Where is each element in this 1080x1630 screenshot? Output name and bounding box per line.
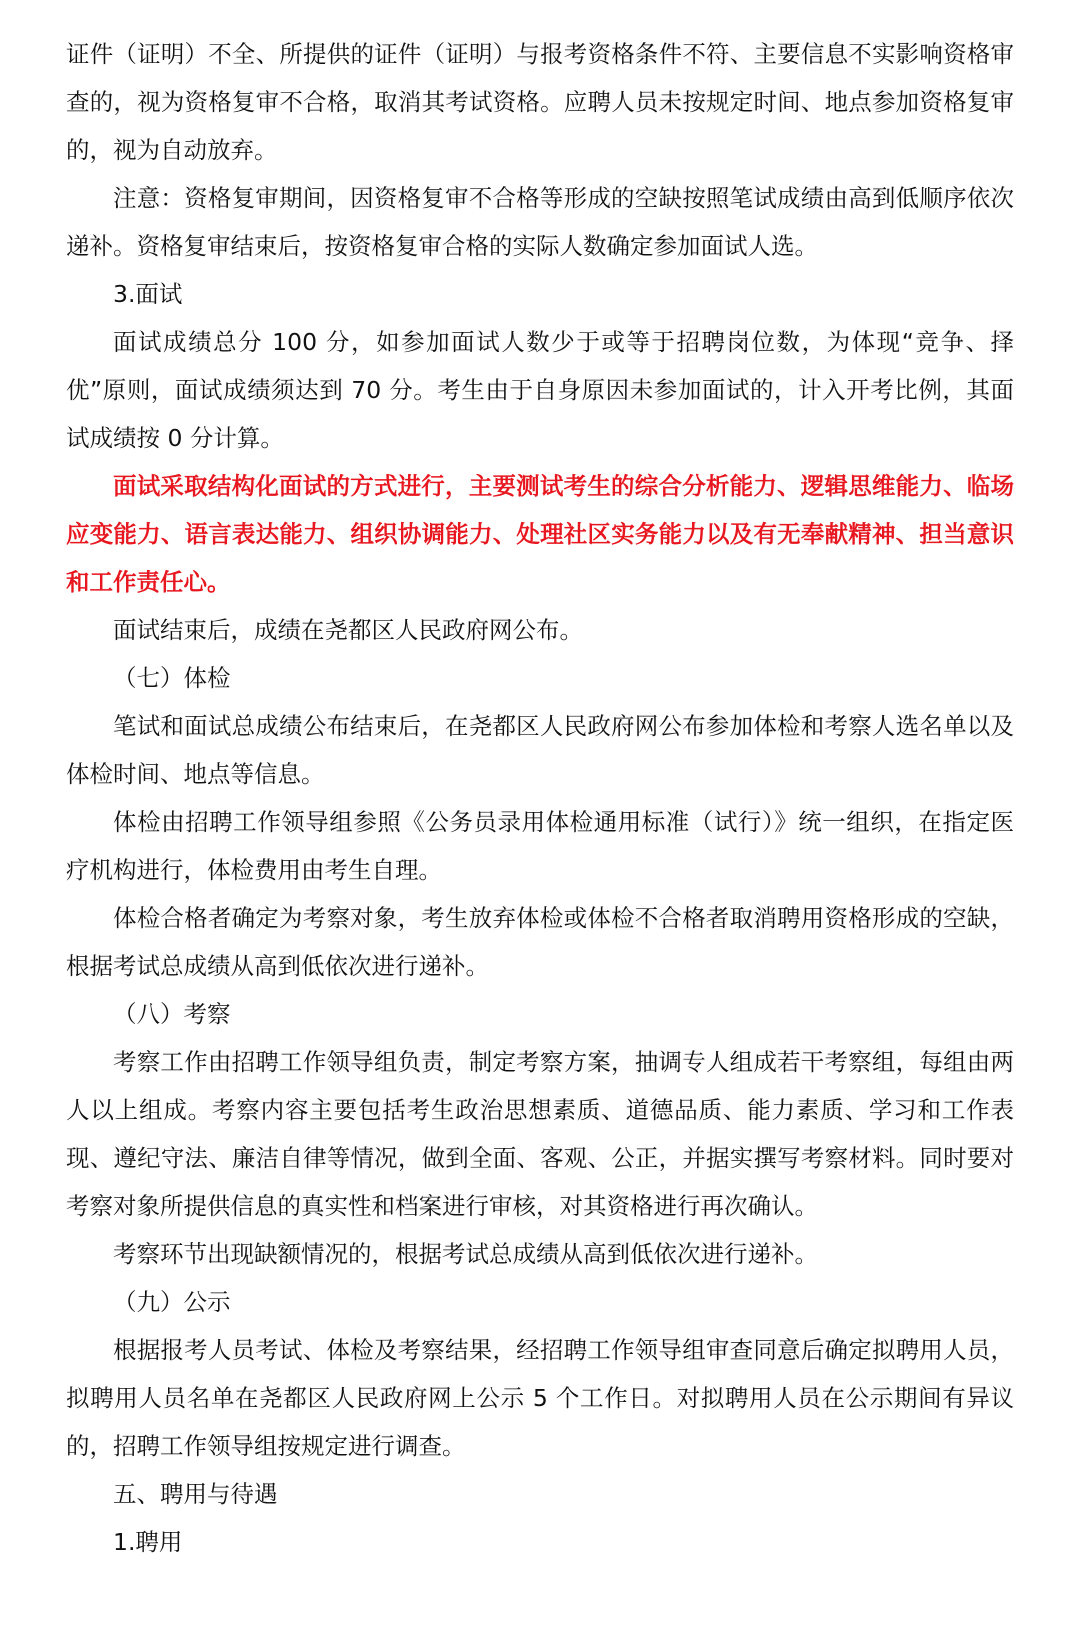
paragraph-review-disqualification: 证件（证明）不全、所提供的证件（证明）与报考资格条件不符、主要信息不实影响资格审查的，视为资格复审不合格，取消其考试资格。应聘人员未按规定时间、地点参加资格复审的，视为自动放弃。 xyxy=(66,40,1014,164)
heading-investigation: （八）考察 xyxy=(113,1000,231,1028)
paragraph-investigation-process: 考察工作由招聘工作领导组负责，制定考察方案，抽调专人组成若干考察组，每组由两人以上组成。考察内容主要包括考生政治思想素质、道德品质、能力素质、学习和工作表现、遵纪守法、廉洁自律等情况，做到全面、客观、公正，并据实撰写考察材料。同时要对考察对象所提供信息的真实性和档案进行审核，对其资格进行再次确认。 xyxy=(66,1048,1014,1220)
paragraph-physical-exam-result: 体检合格者确定为考察对象，考生放弃体检或体检不合格者取消聘用资格形成的空缺，根据考试总成绩从高到低依次进行递补。 xyxy=(66,904,1014,980)
paragraph-interview-format-highlight: 面试采取结构化面试的方式进行，主要测试考生的综合分析能力、逻辑思维能力、临场应变能力、语言表达能力、组织协调能力、处理社区实务能力以及有无奉献精神、担当意识和工作责任心。 xyxy=(66,472,1014,596)
heading-interview: 3.面试 xyxy=(113,280,183,308)
document-page xyxy=(66,30,1014,1566)
paragraph-investigation-vacancy: 考察环节出现缺额情况的，根据考试总成绩从高到低依次进行递补。 xyxy=(113,1240,818,1268)
paragraph-interview-results: 面试结束后，成绩在尧都区人民政府网公布。 xyxy=(113,616,583,644)
paragraph-interview-score: 面试成绩总分 100 分，如参加面试人数少于或等于招聘岗位数，为体现“竞争、择优”原则，面试成绩须达到 70 分。考生由于自身原因未参加面试的，计入开考比例，其面试成绩按 0 分计算。 xyxy=(66,328,1014,452)
heading-physical-exam: （七）体检 xyxy=(113,664,231,692)
heading-employment-and-benefits: 五、聘用与待遇 xyxy=(113,1480,278,1508)
paragraph-physical-exam-standard: 体检由招聘工作领导组参照《公务员录用体检通用标准（试行）》统一组织，在指定医疗机构进行，体检费用由考生自理。 xyxy=(66,808,1014,884)
paragraph-review-note: 注意：资格复审期间，因资格复审不合格等形成的空缺按照笔试成绩由高到低顺序依次递补。资格复审结束后，按资格复审合格的实际人数确定参加面试人选。 xyxy=(66,184,1014,260)
heading-publicity: （九）公示 xyxy=(113,1288,231,1316)
paragraph-publicity-process: 根据报考人员考试、体检及考察结果，经招聘工作领导组审查同意后确定拟聘用人员，拟聘用人员名单在尧都区人民政府网上公示 5 个工作日。对拟聘用人员在公示期间有异议的，招聘工作领导组按规定进行调查。 xyxy=(66,1336,1014,1460)
heading-employment: 1.聘用 xyxy=(113,1528,183,1556)
paragraph-physical-exam-notice: 笔试和面试总成绩公布结束后，在尧都区人民政府网公布参加体检和考察人选名单以及体检时间、地点等信息。 xyxy=(66,712,1014,788)
